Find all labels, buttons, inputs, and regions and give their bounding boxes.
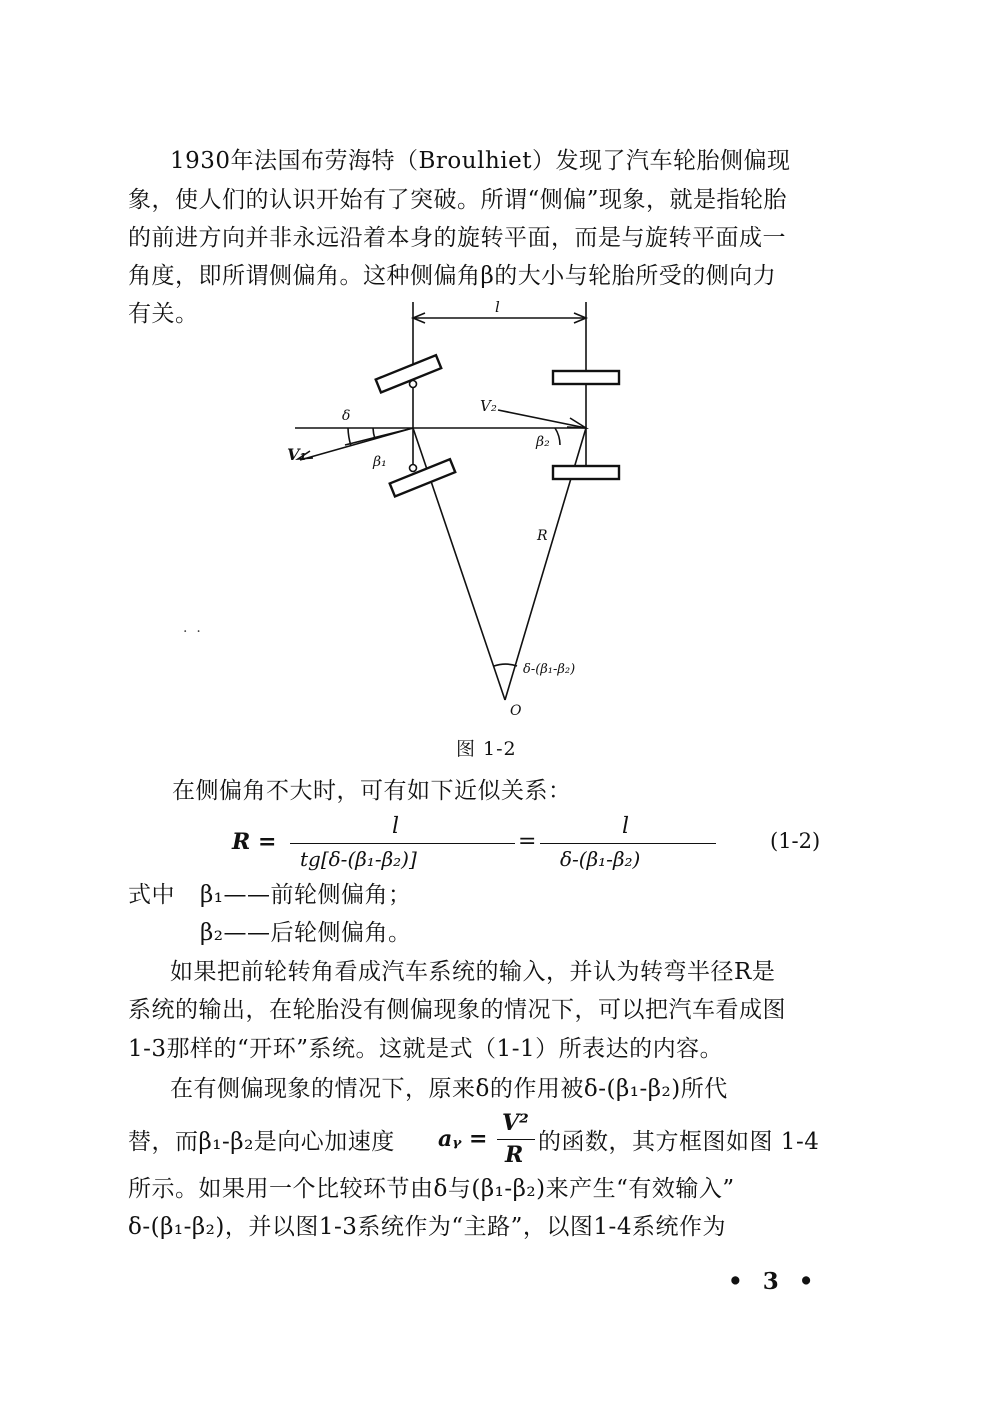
label-beta1: β₁ [373,454,387,470]
paragraph1-line4: 角度，即所谓侧偏角。这种侧偏角β的大小与轮胎所受的侧向力 [128,263,777,289]
label-v2: V₂ [480,397,497,415]
accel-fraction-bar [497,1139,535,1140]
paragraph3-line2a: 替，而β₁-β₂是向心加速度 [128,1129,395,1155]
paragraph2-line3: 1-3那样的“开环”系统。这就是式（1-1）所表达的内容。 [128,1036,724,1062]
equation-intro: 在侧偏角不大时，可有如下近似关系： [172,778,572,804]
eq-lhs: R = [232,829,277,855]
label-v1: V₁ [287,445,307,464]
where-prefix: 式中 [128,882,175,908]
paragraph1-line2: 象，使人们的认识开始有了突破。所谓“侧偏”现象，就是指轮胎 [128,187,788,213]
eq-den2: δ-(β₁-β₂) [560,847,641,871]
paragraph2-line1: 如果把前轮转角看成汽车系统的输入，并认为转弯半径R是 [170,959,776,985]
accel-lhs: aᵧ = [438,1126,488,1152]
paragraph3-line4: δ-(β₁-β₂)，并以图1-3系统作为“主路”，以图1-4系统作为 [128,1214,726,1240]
eq-fraction-bar-1 [290,843,515,844]
eq-num2: l [622,814,630,839]
front-right-wheel [390,459,456,496]
rear-right-wheel [553,466,619,479]
label-delta: δ [342,408,351,424]
eq-num1: l [392,814,400,839]
paragraph3-line2b: 的函数，其方框图如图 1-4 [538,1129,820,1155]
accel-den: R [505,1142,524,1168]
scan-specks: · · [183,624,201,640]
front-left-wheel [376,355,442,392]
where-item2: β₂——后轮侧偏角。 [200,920,412,946]
eq-fraction-bar-2 [540,843,716,844]
paragraph1-line3: 的前进方向并非永远沿着本身的旋转平面，而是与旋转平面成一 [128,225,786,251]
paragraph3-line3: 所示。如果用一个比较环节由δ与(β₁-β₂)来产生“有效输入” [128,1176,735,1202]
label-beta2: β₂ [536,434,550,450]
eq-den1: tg[δ-(β₁-β₂)] [300,847,417,871]
label-angle-o: δ-(β₁-β₂) [523,662,576,677]
figure-caption: 图 1-2 [456,738,517,760]
eq-equals: = [518,829,537,854]
equation-number: (1-2) [770,829,821,853]
where-item1: β₁——前轮侧偏角； [200,882,412,908]
paragraph1-line5: 有关。 [128,301,199,327]
rear-left-wheel [553,371,619,384]
page-number: • 3 • [728,1268,820,1295]
paragraph2-line2: 系统的输出，在轮胎没有侧偏现象的情况下，可以把汽车看成图 [128,997,786,1023]
label-center: O [510,703,522,719]
paragraph1-line1: 1930年法国布劳海特（Broulhiet）发现了汽车轮胎侧偏现 [170,148,791,174]
label-wheelbase: l [495,298,500,316]
accel-num: V² [502,1110,529,1136]
label-radius: R [537,528,548,544]
paragraph3-line1: 在有侧偏现象的情况下，原来δ的作用被δ-(β₁-β₂)所代 [170,1076,728,1102]
